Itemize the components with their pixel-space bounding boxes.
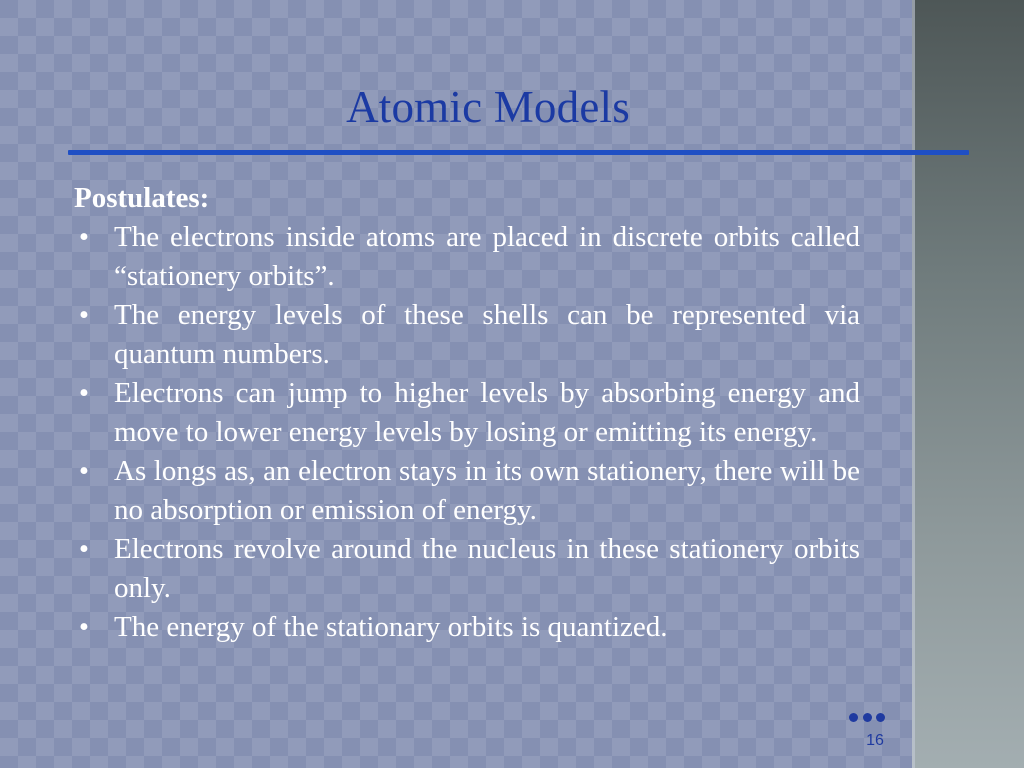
list-item-text: As longs as, an electron stays in its own stationery, there will be no absorption or emission of energy. [114, 455, 860, 526]
slide-title: Atomic Models [346, 82, 630, 132]
dot [863, 713, 872, 722]
dot [849, 713, 858, 722]
postulates-list [74, 218, 860, 647]
ellipsis-dots-icon [849, 711, 885, 723]
bullet-icon: • [78, 533, 90, 565]
postulates-heading: Postulates: [74, 182, 210, 214]
side-panel [912, 0, 1024, 768]
bullet-icon: • [78, 455, 90, 487]
list-item [74, 374, 860, 452]
list-item [74, 530, 860, 608]
dot [876, 713, 885, 722]
bullet-icon: • [78, 221, 90, 253]
list-item-text: The energy of the stationary orbits is quantized. [114, 611, 668, 643]
title-underline [68, 150, 969, 155]
bullet-icon: • [78, 611, 90, 643]
slide-content [74, 179, 860, 647]
list-item [74, 218, 860, 296]
list-item [74, 608, 860, 647]
bullet-icon: • [78, 299, 90, 331]
page-number: 16 [866, 732, 884, 749]
list-item-text: Electrons revolve around the nucleus in these stationery orbits only. [114, 533, 860, 604]
list-item-text: The energy levels of these shells can be represented via quantum numbers. [114, 299, 860, 370]
list-item-text: Electrons can jump to higher levels by absorbing energy and move to lower energy levels by losing or emitting its energy. [114, 377, 860, 448]
list-item-text: The electrons inside atoms are placed in discrete orbits called “stationery orbits”. [114, 221, 860, 292]
side-panel-edge [912, 0, 915, 768]
list-item [74, 296, 860, 374]
list-item [74, 452, 860, 530]
bullet-icon: • [78, 377, 90, 409]
